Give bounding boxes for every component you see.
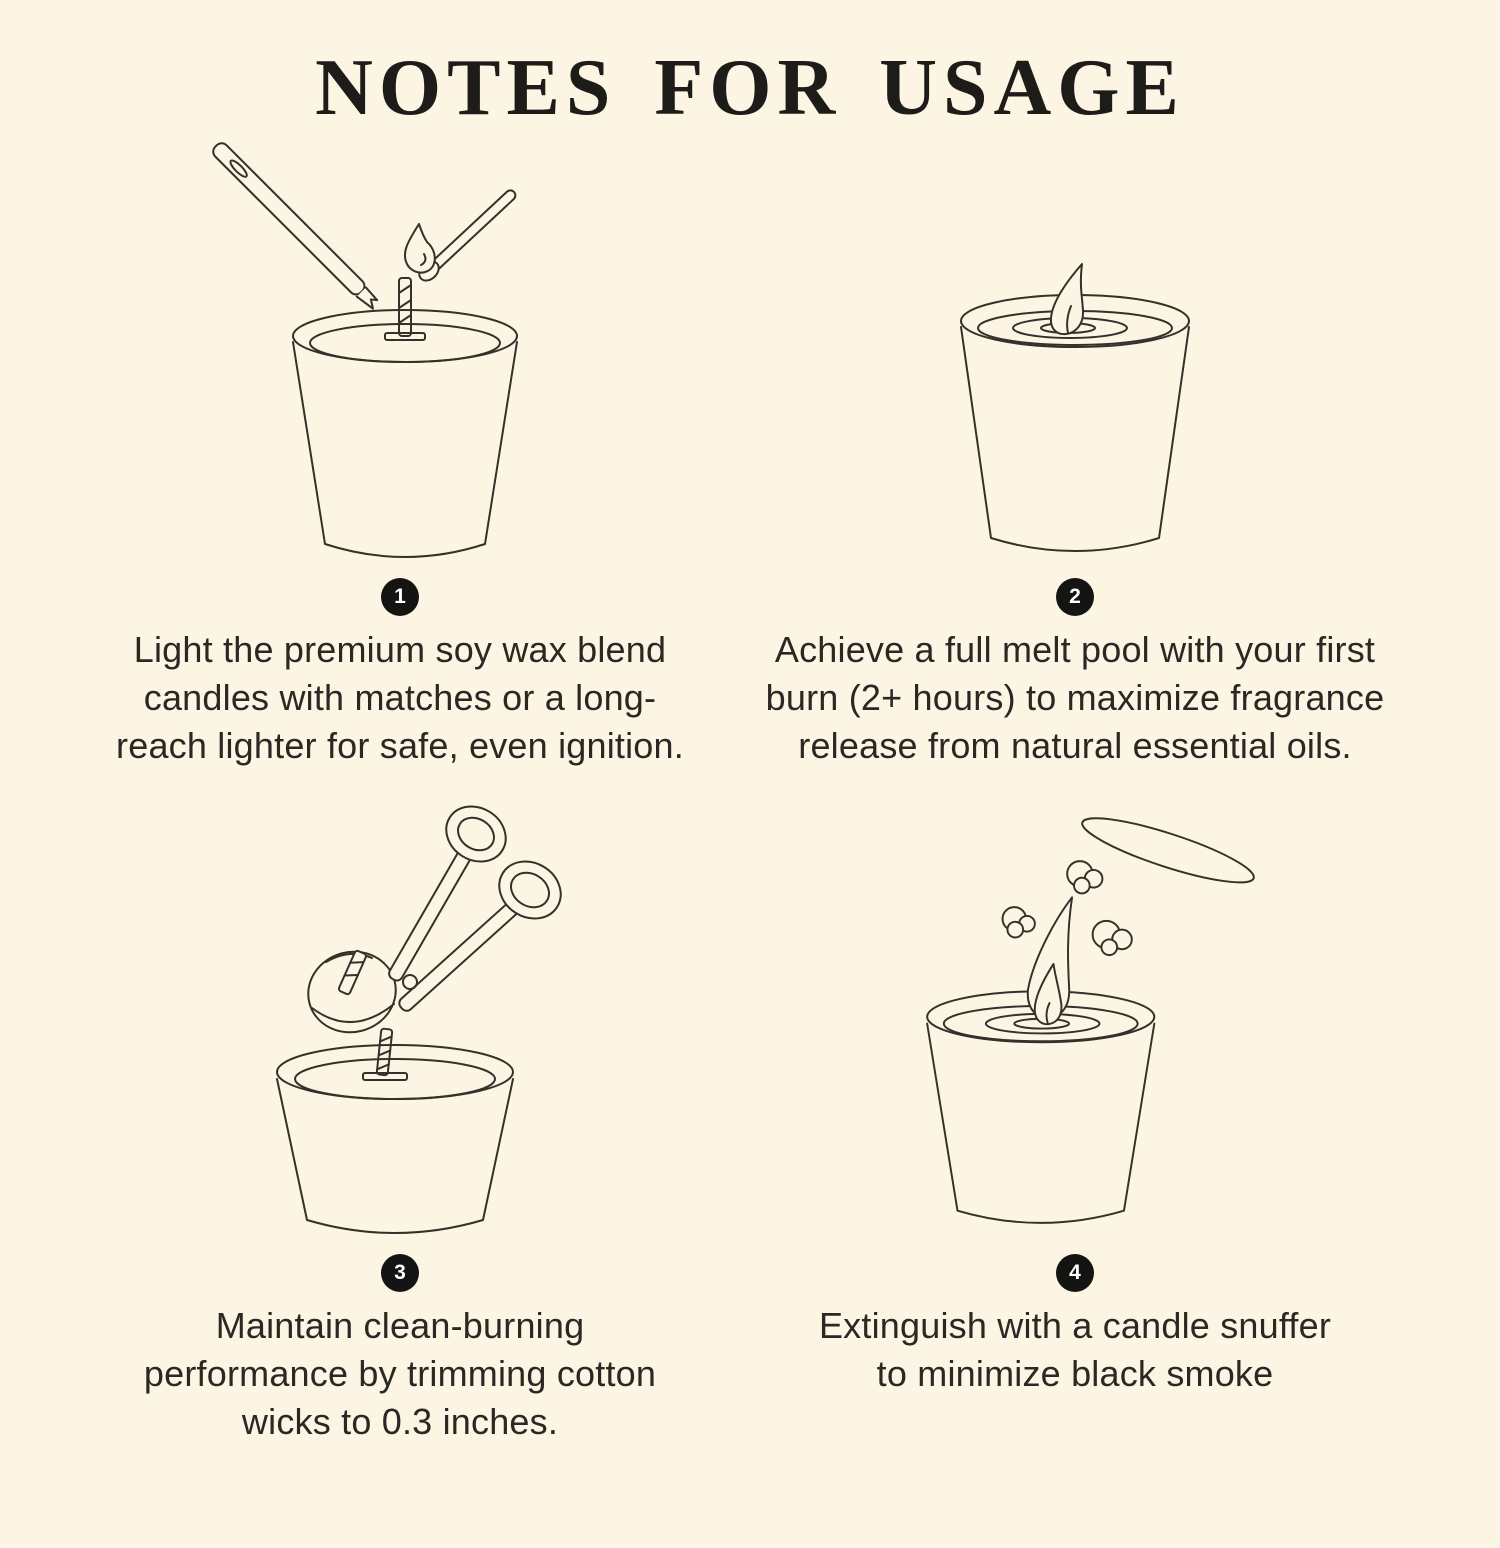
step-number-badge: 3 [381, 1254, 419, 1292]
candle-snuffing-illustration [879, 772, 1271, 1242]
flame-icon [1028, 897, 1072, 1024]
step-1-figure [180, 136, 620, 566]
candle-icon [927, 991, 1154, 1223]
step-2 [750, 136, 1500, 770]
step-caption: Maintain clean-burning performance by trimming cotton wicks to 0.3 inches. [143, 1305, 657, 1442]
step-caption: Extinguish with a candle snuffer to minimize black smoke [818, 1305, 1332, 1394]
snuffer-lid-icon [1077, 807, 1259, 894]
smoke-puff-icon [1093, 921, 1132, 955]
smoke-puff-icon [1067, 861, 1102, 893]
steps-grid [0, 136, 1500, 1446]
candle-icon [961, 295, 1189, 551]
match-icon [405, 188, 517, 284]
step-caption: Light the premium soy wax blend candles with matches or a long-reach lighter for safe, even ignition. [116, 629, 684, 766]
candle-lighting-illustration [180, 136, 620, 566]
long-lighter-icon [210, 140, 381, 311]
infographic-page [0, 44, 1500, 1548]
wick-icon [363, 1028, 407, 1080]
step-1 [0, 136, 750, 770]
step-caption: Achieve a full melt pool with your first burn (2+ hours) to maximize fragrance release from natural essential oils. [765, 629, 1385, 766]
burning-candle-illustration [895, 236, 1255, 566]
step-number-badge: 2 [1056, 578, 1094, 616]
step-number-badge: 1 [381, 578, 419, 616]
step-2-figure [895, 136, 1255, 566]
step-number-badge: 4 [1056, 1254, 1094, 1292]
smoke-puff-icon [1003, 907, 1035, 937]
wick-trimmer-icon [299, 796, 571, 1043]
step-4 [750, 770, 1500, 1446]
page-title: NOTES FOR USAGE [315, 44, 1185, 132]
match-flame-icon [405, 224, 435, 273]
step-4-figure [879, 770, 1271, 1242]
wick-trimming-illustration [200, 782, 600, 1242]
step-3-figure [200, 770, 600, 1242]
candle-icon [293, 278, 517, 557]
step-3 [0, 770, 750, 1446]
